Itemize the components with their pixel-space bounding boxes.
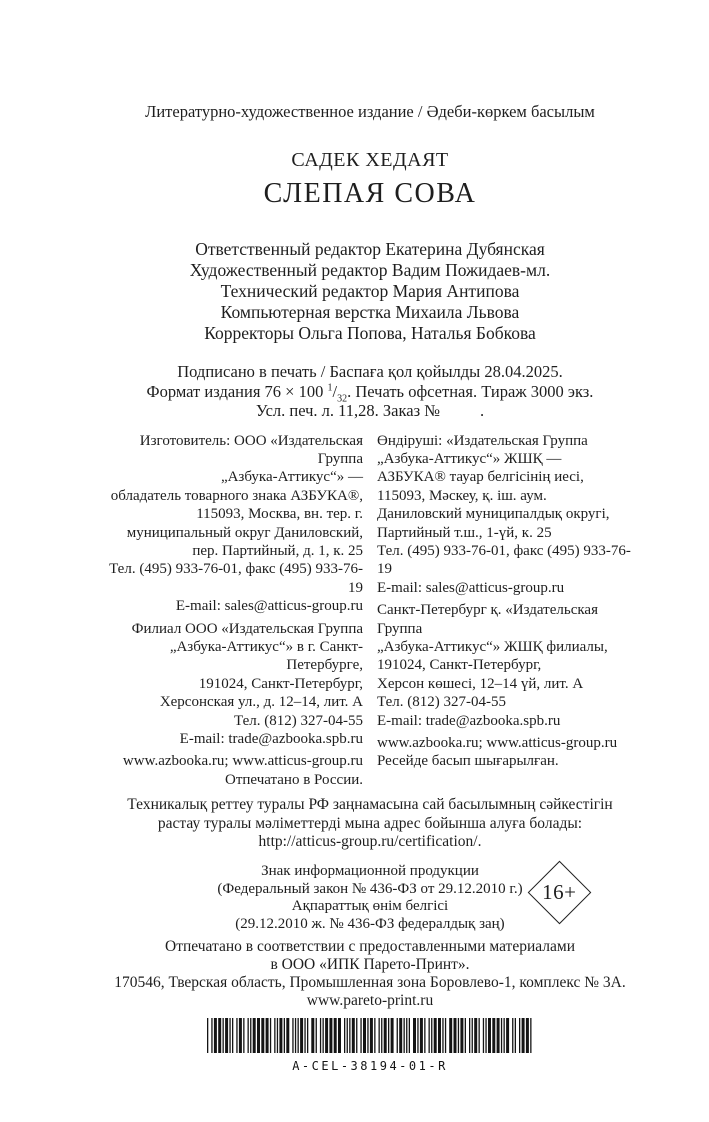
text-line: Херсон көшесі, 12–14 үй, лит. А [377,675,584,692]
text-line: 170546, Тверская область, Промышленная зона Боровлево-1, комплекс № 3А. [114,974,626,992]
text-line: 115093, Москва, вн. тер. г. [196,506,363,523]
order-line [100,401,640,421]
text-line: 191024, Санкт-Петербург, [198,675,363,692]
text-line: обладатель товарного знака АЗБУКА®, [110,487,363,504]
text-line: www.azbooka.ru; www.atticus-group.ru [122,753,363,770]
text-line: (29.12.2010 ж. № 436-ФЗ федералдық заң) [235,915,505,932]
text-line: Корректоры Ольга Попова, Наталья Бобкова [204,323,536,343]
age-rating-value: 16+ [542,880,577,905]
text-line: Ресейде басып шығарылған. [377,753,559,770]
book-title: СЛЕПАЯ СОВА [263,178,477,209]
text-line: Технический редактор Мария Антипова [220,281,520,301]
branch-block-ru [100,620,363,749]
print-run-info [100,362,640,421]
print-date-line: Подписано в печать / Баспаға қол қойылды 28.04.2025. [177,362,563,381]
text-line: Тел. (495) 933-76-01, факс (495) 933-76-19 [377,542,631,578]
barcode-section [100,1018,640,1073]
text-line: www.pareto-print.ru [306,992,434,1010]
text-line: АЗБУКА® тауар белгісінің иесі, [377,469,584,486]
text-line: Партийный т.ш., 1-үй, к. 25 [377,524,552,541]
text-line: Даниловский муниципалдық округі, [377,506,610,523]
text-line: в ООО «ИПК Парето-Принт». [270,956,470,974]
text-line: Тел. (812) 327-04-55 [377,694,506,711]
text-line: Художественный редактор Вадим Пожидаев-мл. [189,260,551,280]
text-line: Санкт-Петербург қ. «Издательская Группа [377,602,598,637]
text-line: 191024, Санкт-Петербург, [377,657,542,674]
text-line: E-mail: sales@atticus-group.ru [377,579,565,596]
text-line: E-mail: trade@azbooka.spb.ru [377,712,561,729]
format-prefix: Формат издания 76 × 100 [146,381,328,401]
staff-credits [100,239,640,344]
manufacturer-block-ru [100,432,363,616]
manufacturer-block-kz [377,432,640,598]
text-line: Ақпараттық өнім белгісі [291,898,449,915]
websites-block-ru [100,752,363,789]
barcode-label: A-CEL-38194-01-R [292,1059,448,1074]
text-line: „Азбука-Аттикус“» ЖШҚ — [377,450,562,467]
certification-notice [100,796,640,851]
branch-block-kz [377,601,640,730]
age-rating-section [100,863,640,933]
colophon-content [100,0,640,1073]
format-sup: 1 [327,382,333,393]
printing-house-info [100,938,640,1010]
text-line: пер. Партийный, д. 1, к. 25 [192,542,363,559]
format-sub: 32 [337,392,348,404]
text-line: Филиал ООО «Издательская Группа [131,620,363,637]
text-line: Херсонская ул., д. 12–14, лит. А [159,694,363,711]
publisher-column-russian [100,432,363,790]
text-line: муниципальный округ Даниловский, [126,524,363,541]
text-line: Тел. (495) 933-76-01, факс (495) 933-76-19 [109,561,363,596]
text-line: Отпечатано в России. [225,771,363,788]
text-line: www.azbooka.ru; www.atticus-group.ru [377,735,618,751]
text-line: Изготовитель: ООО «Издательская Группа [139,432,363,467]
text-line: Знак информационной продукции [261,863,479,880]
text-line: Компьютерная верстка Михаила Львова [220,302,520,322]
barcode [100,1018,640,1058]
author-name: САДЕК ХЕДАЯТ [291,149,449,171]
text-line: Өндіруші: «Издательская Группа [377,432,588,449]
text-line: „Азбука-Аттикус“» — [220,469,363,486]
text-line: E-mail: sales@atticus-group.ru [175,598,363,615]
text-line: E-mail: trade@azbooka.spb.ru [179,731,363,747]
text-line: растау туралы мәліметтерді мына адрес бойынша алуға болады: [157,814,583,832]
text-line: „Азбука-Аттикус“» в г. Санкт-Петербурге, [169,638,363,674]
text-line: (Федеральный закон № 436-ФЗ от 29.12.2010 г.) [217,880,523,897]
text-line: „Азбука-Аттикус“» ЖШҚ филиалы, [377,638,608,655]
text-line: http://atticus-group.ru/certification/. [258,833,482,851]
order-prefix: Усл. печ. л. 11,28. Заказ № [255,401,440,420]
publisher-columns [100,432,640,790]
text-line: 115093, Мәскеу, қ. іш. аум. [377,487,547,504]
websites-block-kz [377,734,640,771]
text-line: Отпечатано в соответствии с предоставленными материалами [165,938,575,956]
order-suffix: . [480,401,485,420]
text-line: Тел. (812) 327-04-55 [234,712,363,729]
edition-type-line: Литературно-художественное издание / Әдеби-көркем басылым [145,102,595,121]
format-suffix: . Печать офсетная. Тираж 3000 экз. [347,381,594,401]
publisher-column-kazakh [377,432,640,790]
format-slash: / [332,381,338,401]
text-line: Ответственный редактор Екатерина Дубянская [195,239,545,259]
text-line: Техникалық реттеу туралы РФ заңнамасына сай басылымның сәйкестігін [127,796,613,814]
format-line [100,382,640,402]
